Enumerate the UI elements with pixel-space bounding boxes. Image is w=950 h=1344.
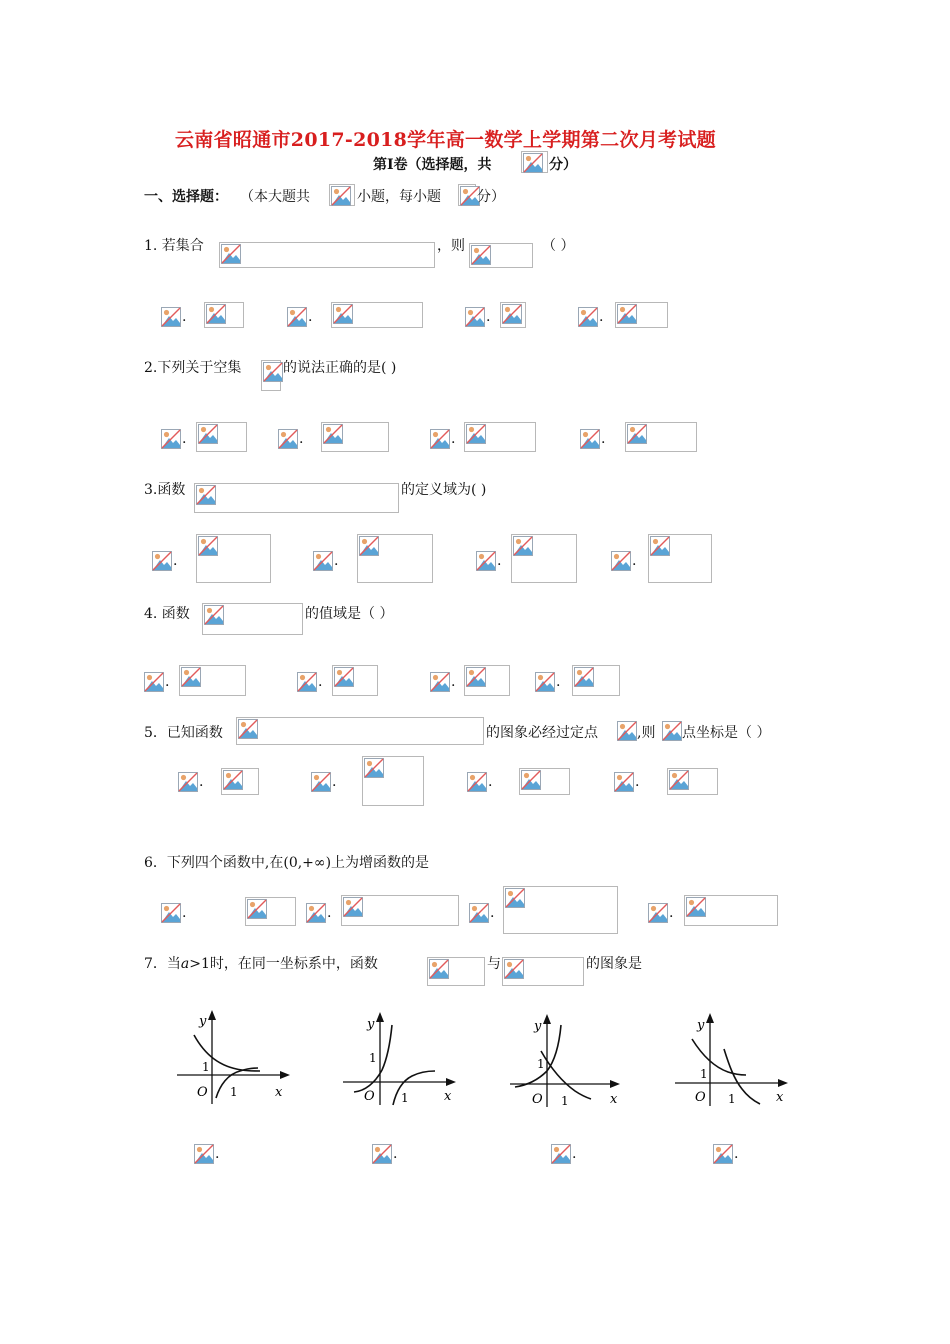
volume-header-end: 分）	[549, 157, 577, 173]
y-axis-label: y	[697, 1018, 705, 1033]
image-placeholder	[357, 534, 433, 583]
broken-image-icon	[523, 153, 543, 173]
option-dot: .	[332, 774, 337, 790]
broken-image-icon	[551, 1144, 571, 1164]
option-dot: .	[734, 1146, 739, 1162]
option-a-label-icon	[144, 672, 164, 696]
broken-image-icon	[648, 903, 668, 923]
option-a-label-icon	[161, 903, 181, 927]
graph-a	[172, 1007, 297, 1107]
broken-image-icon	[238, 719, 258, 739]
option-b-label-icon	[306, 903, 326, 927]
option-dot: .	[632, 553, 637, 569]
broken-image-icon	[504, 959, 524, 979]
section-text-3: 分）	[477, 189, 505, 205]
broken-image-icon	[535, 672, 555, 692]
broken-image-icon	[650, 536, 670, 556]
broken-image-icon	[686, 897, 706, 917]
option-dot: .	[318, 674, 323, 690]
option-dot: .	[488, 774, 493, 790]
q7-text-4: 的图象是	[586, 956, 642, 972]
option-dot: .	[327, 905, 332, 921]
broken-image-icon	[614, 772, 634, 792]
q1-text-2: ，则	[437, 238, 465, 254]
option-b-label-icon	[313, 551, 333, 575]
image-placeholder	[341, 895, 459, 926]
broken-image-icon	[662, 721, 682, 741]
broken-image-icon	[198, 424, 218, 444]
q1-bracket: （ ）	[542, 238, 575, 254]
option-dot: .	[490, 905, 495, 921]
option-c-label-icon	[467, 772, 487, 796]
broken-image-icon	[469, 903, 489, 923]
image-placeholder	[261, 360, 281, 391]
x-axis-label: x	[610, 1092, 618, 1107]
x-axis-label: x	[275, 1085, 283, 1100]
q5-text-2: 的图象必经过定点	[486, 725, 598, 741]
broken-image-icon	[313, 551, 333, 571]
section-text-1: （本大题共	[240, 189, 310, 205]
option-dot: .	[601, 431, 606, 447]
broken-image-icon	[465, 307, 485, 327]
option-dot: .	[199, 774, 204, 790]
option-dot: .	[299, 431, 304, 447]
option-dot: .	[451, 674, 456, 690]
variable-a: a	[180, 956, 190, 972]
broken-image-icon	[287, 307, 307, 327]
option-dot: .	[393, 1146, 398, 1162]
q7-text	[144, 955, 378, 973]
x-tick-1: 1	[401, 1091, 409, 1105]
option-a-label-icon	[178, 772, 198, 796]
option-d-label-icon	[535, 672, 555, 696]
image-placeholder	[500, 302, 526, 328]
option-c-label-icon	[430, 429, 450, 453]
image-placeholder	[464, 665, 510, 696]
option-d-label-icon	[611, 551, 631, 575]
broken-image-icon	[334, 667, 354, 687]
broken-image-icon	[306, 903, 326, 923]
image-placeholder	[625, 422, 697, 452]
origin-label: O	[197, 1085, 208, 1100]
image-placeholder	[204, 302, 244, 328]
broken-image-icon	[521, 770, 541, 790]
image-placeholder	[221, 768, 259, 795]
broken-image-icon	[333, 304, 353, 324]
origin-label: O	[532, 1092, 543, 1107]
option-dot: .	[451, 431, 456, 447]
q4-text: 4. 函数	[144, 606, 190, 622]
option-dot: .	[497, 553, 502, 569]
broken-image-icon	[323, 424, 343, 444]
broken-image-icon	[429, 959, 449, 979]
broken-image-icon	[297, 672, 317, 692]
broken-image-icon	[223, 770, 243, 790]
option-d-label-icon	[578, 307, 598, 331]
broken-image-icon	[505, 888, 525, 908]
image-placeholder	[194, 483, 399, 513]
broken-image-icon	[574, 667, 594, 687]
q5-text: 5．已知函数	[144, 725, 223, 741]
broken-image-icon	[152, 551, 172, 571]
q7-text-2: >1时，在同一坐标系中，函数	[189, 956, 378, 972]
option-dot: .	[173, 553, 178, 569]
broken-image-icon	[471, 245, 491, 265]
image-placeholder	[202, 603, 303, 635]
y-axis-label: y	[367, 1017, 375, 1032]
option-dot: .	[599, 309, 604, 325]
option-a-label-icon	[161, 429, 181, 453]
option-dot: .	[635, 774, 640, 790]
image-placeholder	[572, 665, 620, 696]
option-c-label-icon	[469, 903, 489, 927]
option-dot: .	[669, 905, 674, 921]
x-axis-label: x	[776, 1090, 784, 1105]
broken-image-icon	[161, 903, 181, 923]
option-c-label-icon	[551, 1144, 571, 1168]
y-tick-1: 1	[700, 1067, 708, 1081]
q3-text: 3.函数	[144, 482, 186, 498]
broken-image-icon	[466, 667, 486, 687]
image-placeholder	[469, 243, 533, 268]
option-dot: .	[308, 309, 313, 325]
image-placeholder	[667, 768, 718, 795]
option-dot: .	[215, 1146, 220, 1162]
broken-image-icon	[359, 536, 379, 556]
broken-image-icon	[178, 772, 198, 792]
section-text-2: 小题，每小题	[357, 189, 441, 205]
q5-text-4: 点坐标是（ ）	[682, 725, 771, 741]
broken-image-icon	[430, 672, 450, 692]
option-d-label-icon	[580, 429, 600, 453]
broken-image-icon	[278, 429, 298, 449]
x-axis-label: x	[444, 1089, 452, 1104]
image-placeholder	[331, 302, 423, 328]
option-b-label-icon	[278, 429, 298, 453]
graph-d	[672, 1007, 797, 1107]
y-tick-1: 1	[537, 1057, 545, 1071]
y-tick-1: 1	[369, 1051, 377, 1065]
image-placeholder	[519, 768, 570, 795]
option-a-label-icon	[161, 307, 181, 331]
point-p-icon	[662, 721, 682, 745]
option-d-label-icon	[648, 903, 668, 927]
y-tick-1: 1	[202, 1060, 210, 1074]
broken-image-icon	[161, 429, 181, 449]
option-c-label-icon	[430, 672, 450, 696]
option-b-label-icon	[287, 307, 307, 331]
option-d-label-icon	[614, 772, 634, 796]
volume-header-start: 第I卷（选择题，共	[373, 157, 492, 173]
broken-image-icon	[263, 362, 283, 382]
graph-b	[340, 1007, 465, 1107]
q5-text-3: ,则	[637, 725, 656, 741]
image-placeholder	[684, 895, 778, 926]
q7-text-1: 7．当	[144, 956, 181, 972]
broken-image-icon	[669, 770, 689, 790]
broken-image-icon	[221, 244, 241, 264]
broken-image-icon	[580, 429, 600, 449]
image-placeholder	[245, 897, 296, 926]
q2-text-2: 的说法正确的是( )	[283, 360, 397, 376]
option-dot: .	[334, 553, 339, 569]
broken-image-icon	[144, 672, 164, 692]
broken-image-icon	[578, 307, 598, 327]
broken-image-icon	[206, 304, 226, 324]
option-c-label-icon	[476, 551, 496, 575]
broken-image-icon	[181, 667, 201, 687]
broken-image-icon	[713, 1144, 733, 1164]
broken-image-icon	[611, 551, 631, 571]
y-axis-label: y	[199, 1014, 207, 1029]
image-placeholder	[511, 534, 577, 583]
option-d-label-icon	[713, 1144, 733, 1168]
image-placeholder	[521, 151, 548, 173]
broken-image-icon	[311, 772, 331, 792]
option-dot: .	[165, 674, 170, 690]
image-placeholder	[236, 717, 484, 745]
broken-image-icon	[161, 307, 181, 327]
option-dot: .	[182, 431, 187, 447]
option-b-label-icon	[372, 1144, 392, 1168]
section-label: 一、选择题：	[144, 189, 228, 205]
broken-image-icon	[194, 1144, 214, 1164]
broken-image-icon	[430, 429, 450, 449]
image-placeholder	[329, 184, 355, 206]
x-tick-1: 1	[561, 1094, 569, 1107]
broken-image-icon	[198, 536, 218, 556]
point-p-icon	[617, 721, 637, 745]
image-placeholder	[196, 534, 271, 583]
broken-image-icon	[502, 304, 522, 324]
broken-image-icon	[247, 899, 267, 919]
broken-image-icon	[467, 772, 487, 792]
q4-text-2: 的值域是（ ）	[305, 606, 394, 622]
image-placeholder	[464, 422, 536, 452]
q1-text: 1. 若集合	[144, 238, 204, 254]
broken-image-icon	[513, 536, 533, 556]
option-dot: .	[182, 905, 187, 921]
exam-title: 云南省昭通市2017-2018学年高一数学上学期第二次月考试题	[175, 129, 716, 151]
y-axis-label: y	[534, 1019, 542, 1034]
broken-image-icon	[466, 424, 486, 444]
option-dot: .	[182, 309, 187, 325]
broken-image-icon	[476, 551, 496, 571]
option-b-label-icon	[311, 772, 331, 796]
image-placeholder	[615, 302, 668, 328]
image-placeholder	[321, 422, 389, 452]
image-placeholder	[179, 665, 246, 696]
image-placeholder	[196, 422, 247, 452]
option-a-label-icon	[194, 1144, 214, 1168]
image-placeholder	[332, 665, 378, 696]
x-tick-1: 1	[230, 1085, 238, 1099]
broken-image-icon	[372, 1144, 392, 1164]
broken-image-icon	[343, 897, 363, 917]
origin-label: O	[364, 1089, 375, 1104]
image-placeholder	[458, 184, 476, 206]
graph-c	[507, 1007, 632, 1107]
image-placeholder	[219, 242, 435, 268]
broken-image-icon	[196, 485, 216, 505]
option-c-label-icon	[465, 307, 485, 331]
image-placeholder	[362, 756, 424, 806]
q6-text: 6．下列四个函数中,在(0,+∞)上为增函数的是	[144, 855, 430, 871]
option-dot: .	[572, 1146, 577, 1162]
q3-text-2: 的定义域为( )	[401, 482, 487, 498]
image-placeholder	[427, 957, 485, 986]
image-placeholder	[503, 886, 618, 934]
option-b-label-icon	[297, 672, 317, 696]
option-dot: .	[556, 674, 561, 690]
broken-image-icon	[617, 304, 637, 324]
broken-image-icon	[364, 758, 384, 778]
option-dot: .	[486, 309, 491, 325]
image-placeholder	[502, 957, 584, 986]
broken-image-icon	[617, 721, 637, 741]
q7-text-3: 与	[487, 956, 501, 972]
broken-image-icon	[331, 186, 351, 206]
image-placeholder	[648, 534, 712, 583]
option-a-label-icon	[152, 551, 172, 575]
q2-text: 2.下列关于空集	[144, 360, 242, 376]
x-tick-1: 1	[728, 1092, 736, 1106]
broken-image-icon	[627, 424, 647, 444]
origin-label: O	[695, 1090, 706, 1105]
broken-image-icon	[204, 605, 224, 625]
